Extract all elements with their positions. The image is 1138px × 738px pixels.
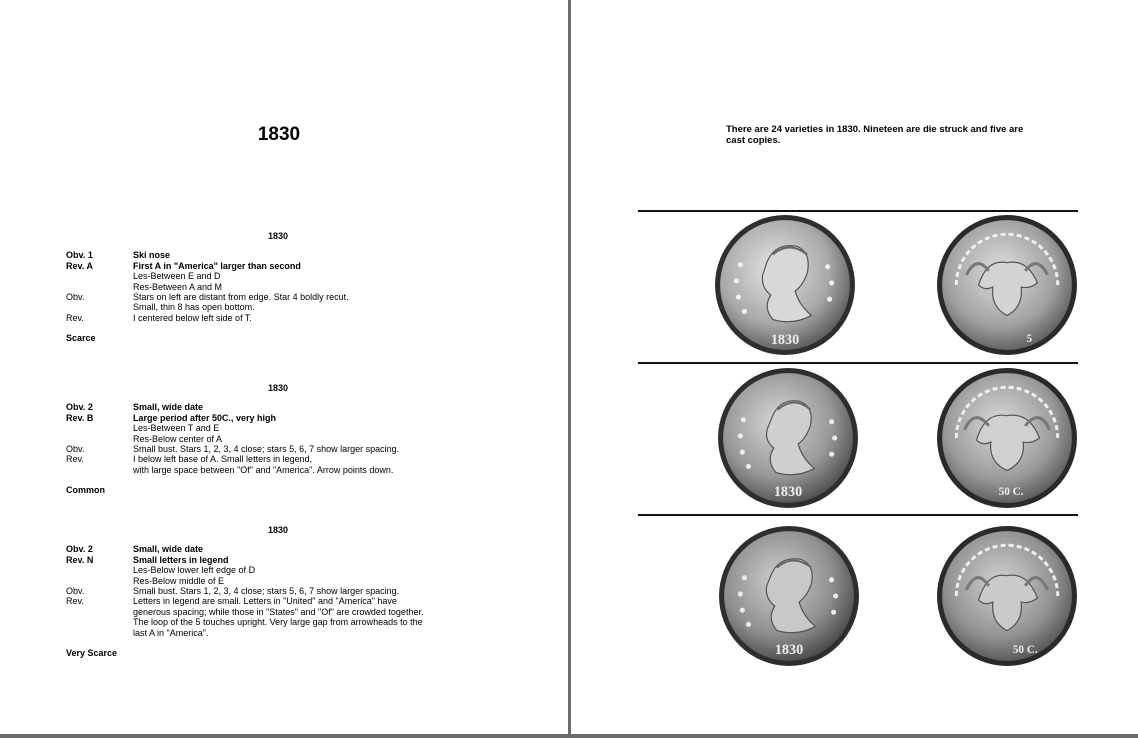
reverse-note: I below left base of A. Small letters in legend, with large space between "Of" and "America". Arrow points down.: [133, 454, 394, 475]
rarity-label: Very Scarce: [66, 648, 118, 659]
entry-year: 1830: [267, 525, 289, 535]
obverse-note-label: Obv.: [66, 292, 85, 303]
les-note: Les-Between T and E: [133, 423, 220, 434]
obverse-description: Small, wide date: [133, 544, 204, 555]
reverse-description: Large period after 50C., very high: [133, 412, 277, 423]
obverse-label: Obv. 2: [66, 544, 93, 555]
rarity-label: Scarce: [66, 333, 96, 344]
page-title: 1830: [257, 124, 301, 145]
variety-entry-3: [66, 525, 506, 658]
variety-entry-1: [66, 231, 506, 344]
svg-text:50 C.: 50 C.: [1012, 643, 1038, 656]
reverse-description: Small letters in legend: [133, 554, 229, 565]
right-page: [571, 0, 1138, 734]
obverse-label: Obv. 2: [66, 402, 93, 413]
divider-rule: [638, 362, 1078, 364]
intro-text: There are 24 varieties in 1830. Nineteen are die struck and five are cast copies.: [726, 124, 1024, 146]
reverse-note: Letters in legend are small. Letters in "United" and "America" have generous spacing; while those in "States" and "Of" are crowded together. The loop of the 5 touches upright. Very large gap from arrowheads to the last A in "America".: [133, 596, 424, 638]
les-note: Les-Below lower left edge of D: [133, 565, 256, 576]
res-note: Res-Between A and M: [133, 281, 223, 292]
coin-obverse-photo: [717, 367, 859, 509]
obverse-note: Stars on left are distant from edge. Star 4 boldly recut. Small, thin 8 has open bottom.: [133, 292, 349, 313]
obverse-note-label: Obv.: [66, 444, 85, 455]
coin-reverse-photo: [936, 525, 1078, 667]
divider-rule: [638, 514, 1078, 516]
coin-obverse-photo: [714, 214, 856, 356]
obverse-label: Obv. 1: [66, 250, 93, 261]
reverse-label: Rev. N: [66, 554, 94, 565]
reverse-label: Rev. A: [66, 260, 94, 271]
obverse-note: Small bust. Stars 1, 2, 3, 4 close; stars 5, 6, 7 show larger spacing.: [133, 444, 400, 455]
entry-year: 1830: [267, 231, 289, 241]
entry-year: 1830: [267, 383, 289, 393]
left-page: [0, 0, 568, 734]
coin-reverse-photo: [936, 367, 1078, 509]
rarity-label: Common: [66, 485, 105, 496]
reverse-label: Rev. B: [66, 412, 94, 423]
les-note: Les-Between E and D: [133, 271, 221, 282]
obverse-note-label: Obv.: [66, 586, 85, 597]
coin-reverse-photo: [936, 214, 1078, 356]
divider-rule: [638, 210, 1078, 212]
reverse-description: First A in "America" larger than second: [133, 260, 301, 271]
svg-text:1830: 1830: [770, 331, 800, 348]
reverse-note: I centered below left side of T.: [133, 312, 252, 323]
obverse-description: Ski nose: [133, 250, 171, 261]
svg-text:1830: 1830: [774, 641, 804, 658]
res-note: Res-Below middle of E: [133, 575, 225, 586]
variety-entry-2: [66, 383, 506, 496]
svg-text:5: 5: [1026, 332, 1033, 345]
reverse-note-label: Rev.: [66, 312, 84, 323]
bottom-scrollbar-edge: [0, 734, 1138, 738]
obverse-description: Small, wide date: [133, 402, 204, 413]
obverse-note: Small bust. Stars 1, 2, 3, 4 close; stars 5, 6, 7 show larger spacing.: [133, 586, 400, 597]
reverse-note-label: Rev.: [66, 596, 84, 607]
reverse-note-label: Rev.: [66, 454, 84, 465]
svg-text:1830: 1830: [773, 483, 803, 500]
coin-obverse-photo: [718, 525, 860, 667]
svg-text:50 C.: 50 C.: [998, 485, 1024, 498]
res-note: Res-Below center of A: [133, 433, 223, 444]
